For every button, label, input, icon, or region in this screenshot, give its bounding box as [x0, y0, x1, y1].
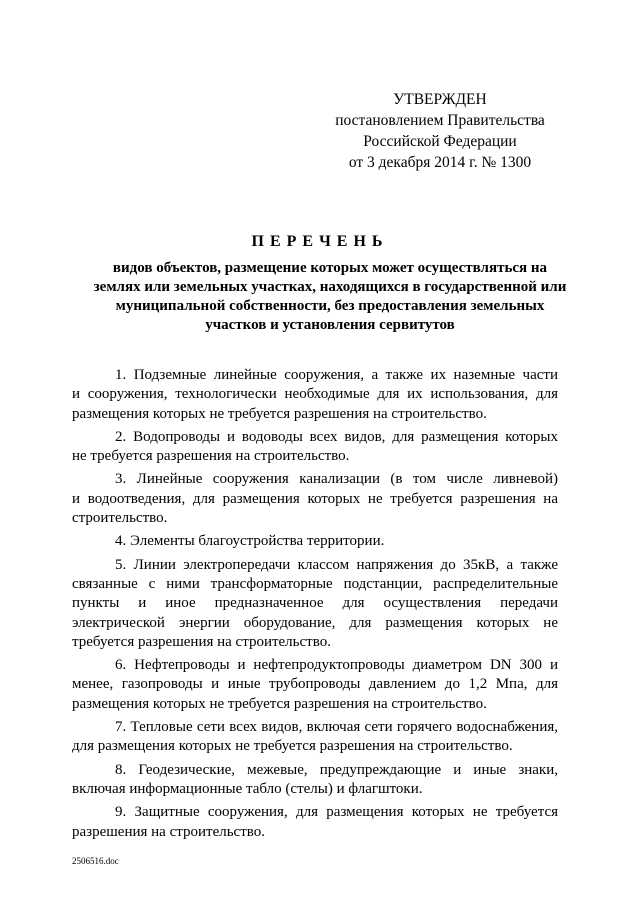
document-subtitle: [60, 259, 600, 335]
item-line: 6. Нефтепроводы и нефтепродуктопроводы диаметром DN 300 и: [115, 657, 558, 674]
item-line: требуется разрешения на строительство.: [72, 633, 331, 650]
item-line: для размещения которых не требуется разрешения на строительство.: [72, 738, 513, 755]
subtitle-line: землях или земельных участках, находящихся в государственной или: [93, 279, 567, 295]
item-line: связанные с ними трансформаторные подстанции, распределительные: [72, 575, 558, 592]
approval-line: УТВЕРЖДЕН: [393, 91, 487, 108]
list-item-6: [72, 656, 558, 714]
item-line: и сооружения, технологически необходимые для их использования, для: [72, 386, 558, 403]
item-line: менее, газопроводы и иные трубопроводы давлением до 1,2 Мпа, для: [72, 676, 558, 693]
list-item-8: [72, 761, 558, 800]
subtitle-line: видов объектов, размещение которых может осуществляться на: [112, 260, 548, 276]
item-line: 4. Элементы благоустройства территории.: [115, 533, 385, 550]
item-line: не требуется разрешения на строительство.: [72, 448, 350, 465]
item-line: 3. Линейные сооружения канализации (в том числе ливневой): [115, 471, 558, 488]
list-item-1: [72, 366, 558, 424]
item-line: разрешения на строительство.: [72, 823, 265, 840]
list-item-2: [72, 428, 558, 467]
list-item-9: [72, 803, 558, 842]
item-line: строительство.: [72, 510, 168, 527]
item-line: включая информационные табло (стелы) и флагштоки.: [72, 780, 423, 797]
list-item-4: [72, 532, 558, 551]
item-line: 7. Тепловые сети всех видов, включая сети горячего водоснабжения,: [115, 719, 558, 736]
item-line: электрической энергии оборудование, для размещения которых не: [72, 614, 558, 631]
item-line: размещения которых не требуется разрешения на строительство.: [72, 695, 487, 712]
item-line: 1. Подземные линейные сооружения, а также их наземные части: [115, 367, 558, 383]
item-line: пункты и иное предназначенное для осуществления передачи: [72, 595, 558, 612]
item-line: 5. Линии электропередачи классом напряжения до 35кВ, а также: [115, 556, 558, 573]
approval-line: постановлением Правительства: [335, 112, 545, 129]
subtitle-line: муниципальной собственности, без предоставления земельных: [115, 298, 545, 314]
item-line: 8. Геодезические, межевые, предупреждающие и иные знаки,: [115, 761, 558, 778]
subtitle-line: участков и установления сервитутов: [205, 317, 455, 333]
approval-block: [330, 89, 550, 173]
item-line: размещения которых не требуется разрешения на строительство.: [72, 405, 487, 422]
file-reference: 2506516.doc: [72, 856, 119, 866]
list-item-3: [72, 470, 558, 528]
approval-line: от 3 декабря 2014 г. № 1300: [348, 154, 532, 171]
item-line: 9. Защитные сооружения, для размещения которых не требуется: [115, 804, 558, 821]
list-item-7: [72, 718, 558, 757]
approval-line: Российской Федерации: [363, 133, 517, 150]
items-list: [72, 366, 558, 846]
item-line: и водоотведения, для размещения которых не требуется разрешения на: [72, 490, 558, 507]
document-title: ПЕРЕЧЕНЬ: [251, 233, 389, 250]
list-item-5: [72, 556, 558, 652]
item-line: 2. Водопроводы и водоводы всех видов, для размещения которых: [115, 428, 558, 445]
